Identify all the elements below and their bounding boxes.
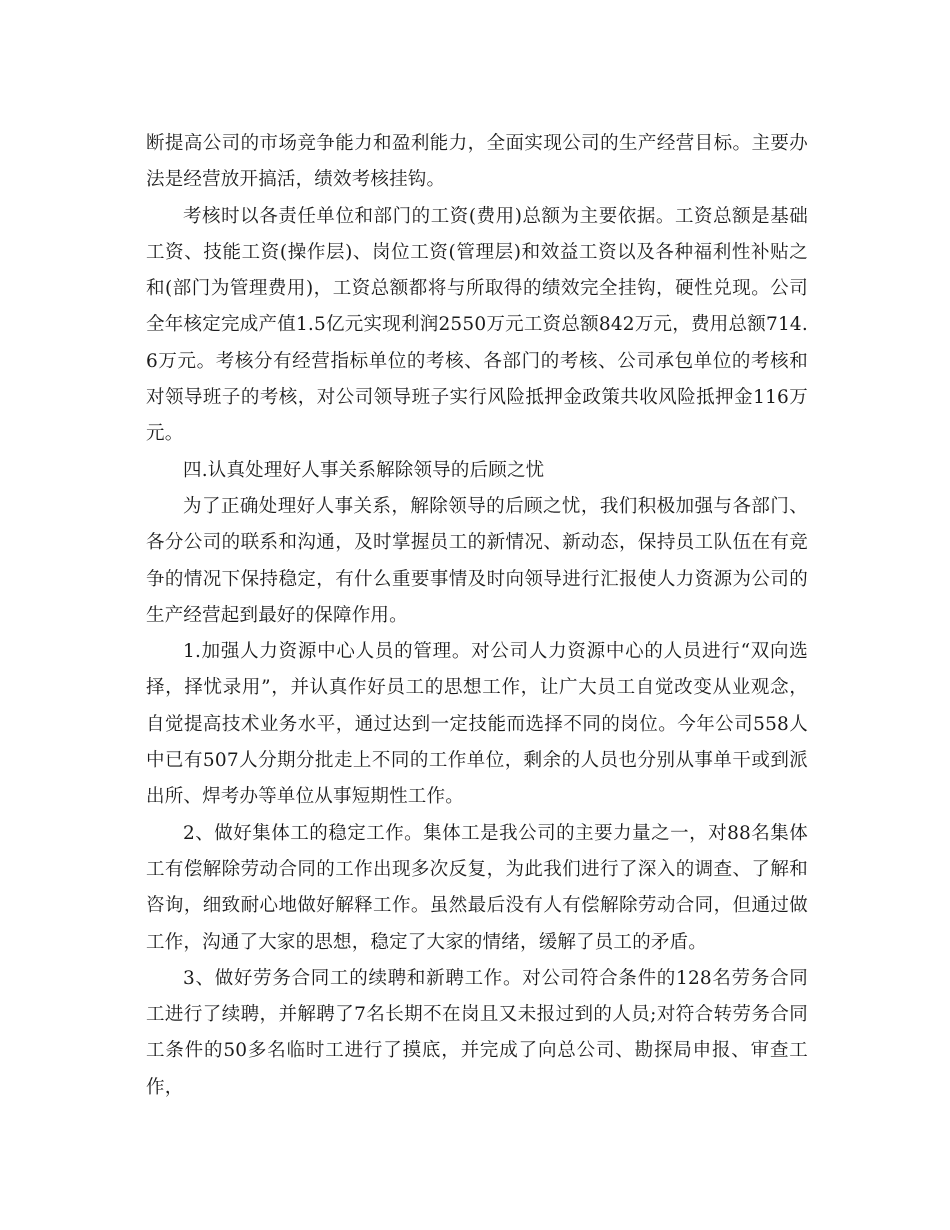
document-body bbox=[146, 126, 808, 1106]
paragraph: 2、做好集体工的稳定工作。集体工是我公司的主要力量之一，对88名集体工有偿解除劳动合同的工作出现多次反复，为此我们进行了深入的调查、了解和咨询，细致耐心地做好解释工作。虽然最后没有人有偿解除劳动合同，但通过做工作，沟通了大家的思想，稳定了大家的情绪，缓解了员工的矛盾。 bbox=[146, 822, 808, 953]
paragraph: 为了正确处理好人事关系，解除领导的后顾之忧，我们积极加强与各部门、各分公司的联系和沟通，及时掌握员工的新情况、新动态，保持员工队伍在有竞争的情况下保持稳定，有什么重要事情及时向领导进行汇报使人力资源为公司的生产经营起到最好的保障作用。 bbox=[146, 495, 808, 626]
section-heading: 四.认真处理好人事关系解除领导的后顾之忧 bbox=[183, 459, 545, 481]
paragraph: 1.加强人力资源中心人员的管理。对公司人力资源中心的人员进行“双向选择，择忧录用”，并认真作好员工的思想工作，让广大员工自觉改变从业观念，自觉提高技术业务水平，通过达到一定技能而选择不同的岗位。今年公司558人中已有507人分期分批走上不同的工作单位，剩余的人员也分别从事单干或到派出所、焊考办等单位从事短期性工作。 bbox=[146, 641, 808, 808]
paragraph: 考核时以各责任单位和部门的工资(费用)总额为主要依据。工资总额是基础工资、技能工资(操作层)、岗位工资(管理层)和效益工资以及各种福利性补贴之和(部门为管理费用)，工资总额都将与所取得的绩效完全挂钩，硬性兑现。公司全年核定完成产值1.5亿元实现利润2550万元工资总额842万元，费用总额714.6万元。考核分有经营指标单位的考核、各部门的考核、公司承包单位的考核和对领导班子的考核，对公司领导班子实行风险抵押金政策共收风险抵押金116万元。 bbox=[146, 205, 808, 445]
paragraph: 断提高公司的市场竞争能力和盈利能力，全面实现公司的生产经营目标。主要办法是经营放开搞活，绩效考核挂钩。 bbox=[146, 133, 808, 191]
paragraph: 3、做好劳务合同工的续聘和新聘工作。对公司符合条件的128名劳务合同工进行了续聘，并解聘了7名长期不在岗且又未报过到的人员;对符合转劳务合同工条件的50多名临时工进行了摸底，并完成了向总公司、勘探局申报、审查工作， bbox=[146, 967, 808, 1098]
